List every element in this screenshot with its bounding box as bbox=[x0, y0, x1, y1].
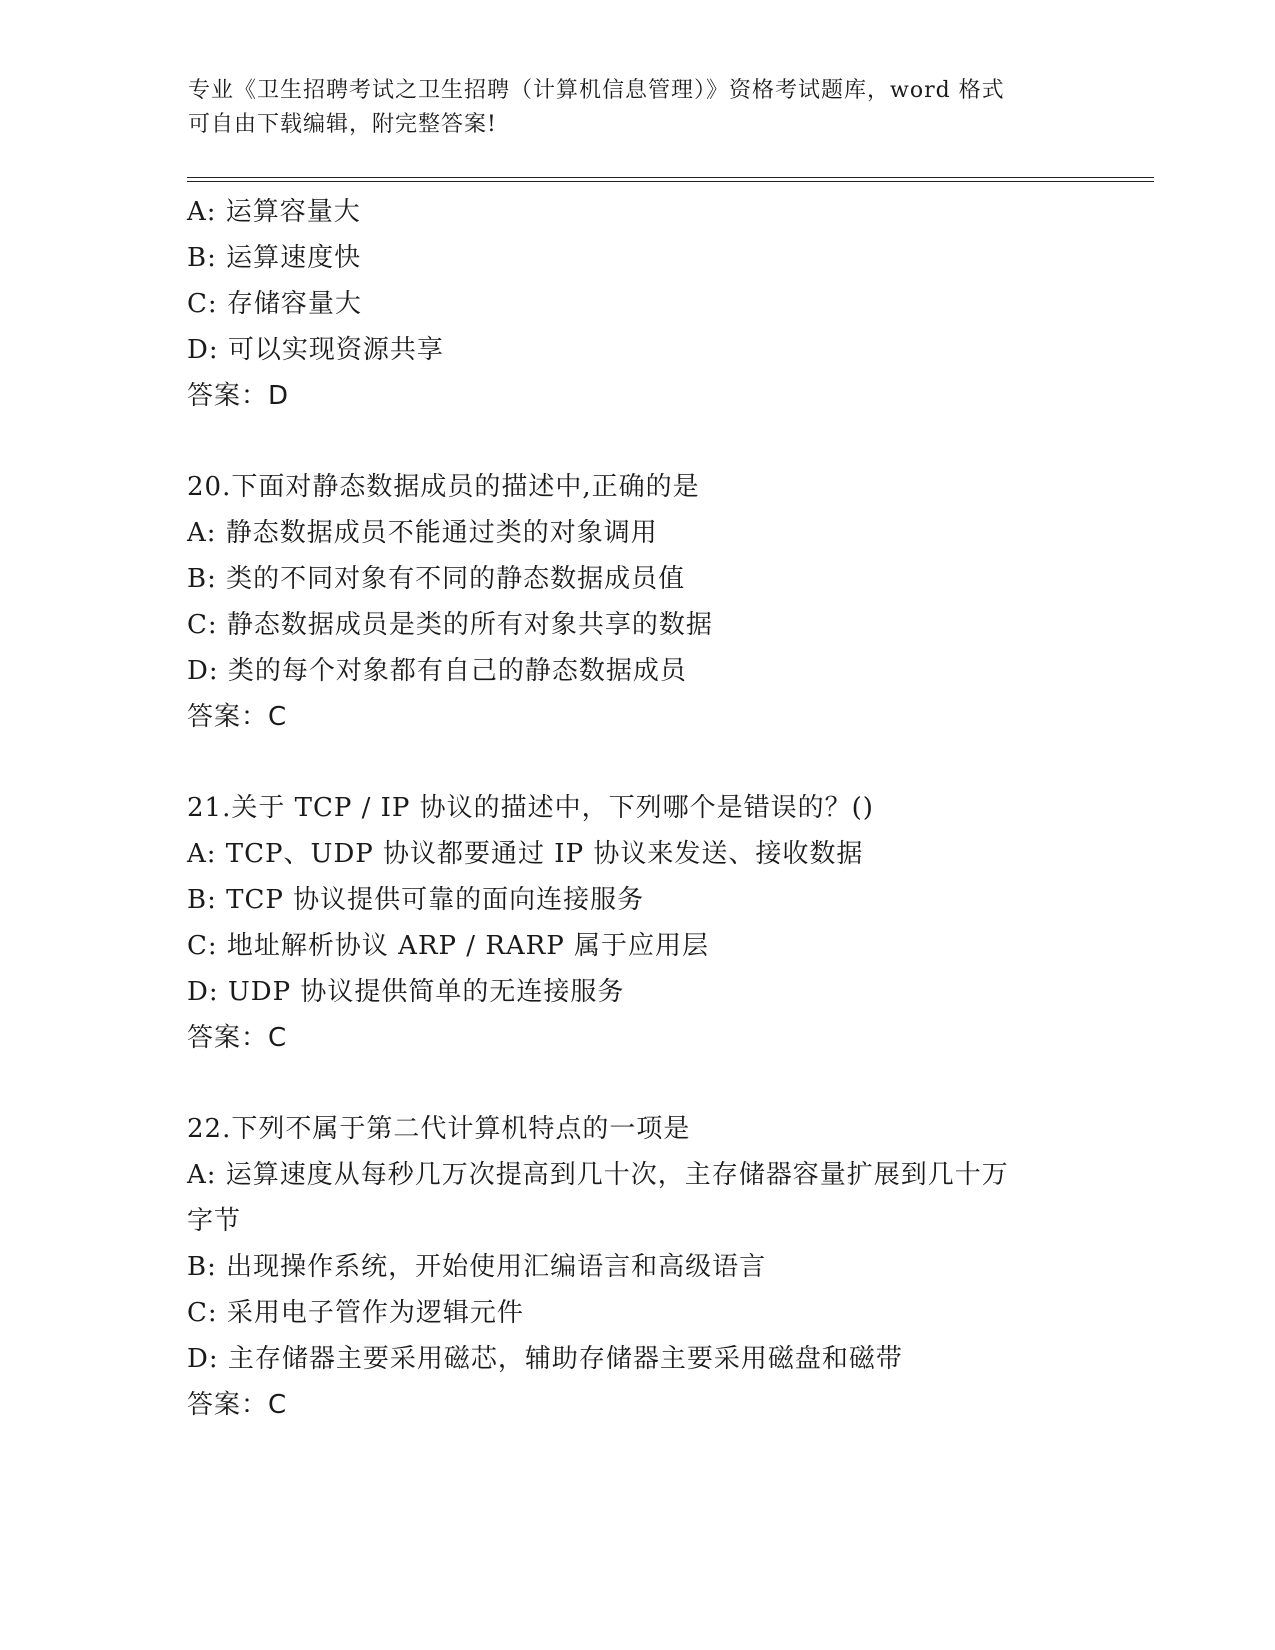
question-text: 22.下列不属于第二代计算机特点的一项是 bbox=[187, 1114, 691, 1144]
spacer bbox=[187, 419, 1087, 464]
answer-line: 答案：C bbox=[187, 702, 288, 732]
question-block-19 bbox=[187, 189, 1087, 419]
header-divider-bottom bbox=[187, 181, 1154, 182]
option-b: B: 类的不同对象有不同的静态数据成员值 bbox=[187, 564, 686, 594]
header-divider-top bbox=[187, 177, 1154, 178]
option-d: D: 可以实现资源共享 bbox=[187, 335, 444, 365]
option-b: B: 出现操作系统，开始使用汇编语言和高级语言 bbox=[187, 1252, 767, 1282]
option-d: D: 主存储器主要采用磁芯，辅助存储器主要采用磁盘和磁带 bbox=[187, 1344, 903, 1374]
question-block-21 bbox=[187, 785, 1087, 1061]
option-b: B: TCP 协议提供可靠的面向连接服务 bbox=[187, 885, 645, 915]
answer-line: 答案：C bbox=[187, 1390, 288, 1420]
question-list bbox=[187, 189, 1087, 1428]
option-c: C: 地址解析协议 ARP / RARP 属于应用层 bbox=[187, 931, 710, 961]
header-line-1: 专业《卫生招聘考试之卫生招聘（计算机信息管理）》资格考试题库，word 格式 bbox=[188, 78, 1005, 103]
spacer bbox=[187, 740, 1087, 785]
answer-line: 答案：D bbox=[187, 381, 290, 411]
option-a: A: 静态数据成员不能通过类的对象调用 bbox=[187, 518, 658, 548]
option-c: C: 静态数据成员是类的所有对象共享的数据 bbox=[187, 610, 713, 640]
option-c: C: 存储容量大 bbox=[187, 289, 362, 319]
option-d: D: 类的每个对象都有自己的静态数据成员 bbox=[187, 656, 687, 686]
option-c: C: 采用电子管作为逻辑元件 bbox=[187, 1298, 524, 1328]
document-header bbox=[188, 74, 1088, 142]
option-a: A: 运算速度从每秒几万次提高到几十次，主存储器容量扩展到几十万 bbox=[187, 1160, 1009, 1190]
question-text: 21.关于 TCP / IP 协议的描述中，下列哪个是错误的？() bbox=[187, 793, 874, 823]
option-d: D: UDP 协议提供简单的无连接服务 bbox=[187, 977, 625, 1007]
option-b: B: 运算速度快 bbox=[187, 243, 362, 273]
option-a-continuation: 字节 bbox=[187, 1206, 242, 1236]
question-text: 20.下面对静态数据成员的描述中,正确的是 bbox=[187, 472, 700, 502]
answer-line: 答案：C bbox=[187, 1023, 288, 1053]
spacer bbox=[187, 1061, 1087, 1106]
option-a: A: TCP、UDP 协议都要通过 IP 协议来发送、接收数据 bbox=[187, 839, 864, 869]
question-block-22 bbox=[187, 1106, 1087, 1428]
header-line-2: 可自由下载编辑，附完整答案! bbox=[188, 112, 497, 137]
question-block-20 bbox=[187, 464, 1087, 740]
option-a: A: 运算容量大 bbox=[187, 197, 361, 227]
